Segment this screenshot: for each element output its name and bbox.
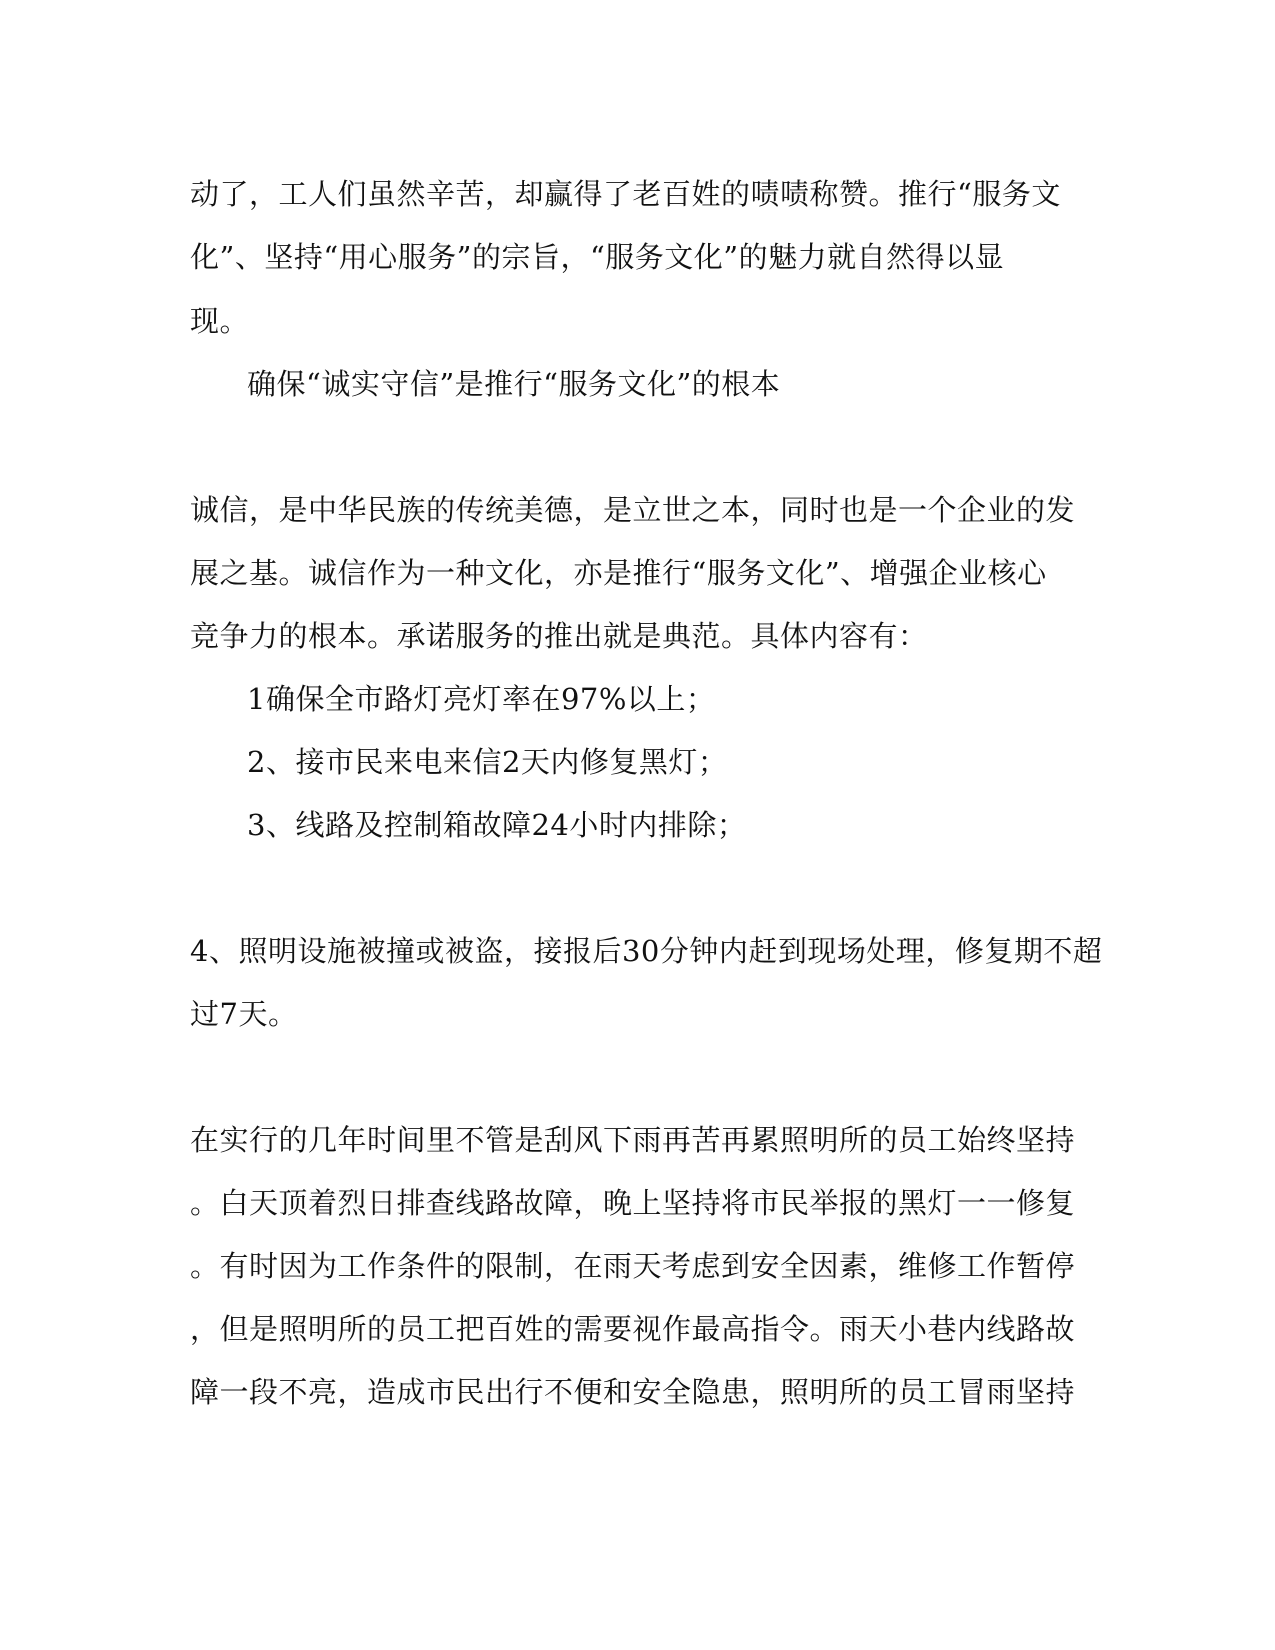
body-text-line: 展之基。诚信作为一种文化，亦是推行“服务文化”、增强企业核心	[190, 556, 1047, 590]
body-text-line: 障一段不亮，造成市民出行不便和安全隐患，照明所的员工冒雨坚持	[190, 1375, 1076, 1409]
list-item: 4、照明设施被撞或被盗，接报后30分钟内赶到现场处理，修复期不超	[190, 934, 1103, 968]
list-item: 3、线路及控制箱故障24小时内排除；	[247, 808, 747, 842]
body-text-line: 。有时因为工作条件的限制，在雨天考虑到安全因素，维修工作暂停	[190, 1249, 1076, 1283]
body-text-line: 。白天顶着烈日排查线路故障，晚上坚持将市民举报的黑灯一一修复	[190, 1186, 1076, 1220]
list-item-continuation: 过7天。	[190, 997, 298, 1031]
body-text-line: 化”、坚持“用心服务”的宗旨，“服务文化”的魅力就自然得以显	[190, 240, 1005, 274]
body-text-line: 动了，工人们虽然辛苦，却赢得了老百姓的啧啧称赞。推行“服务文	[190, 177, 1061, 211]
body-text-line: 现。	[190, 304, 250, 338]
body-text-line: 在实行的几年时间里不管是刮风下雨再苦再累照明所的员工始终坚持	[190, 1123, 1076, 1157]
list-item: 2、接市民来电来信2天内修复黑灯；	[247, 745, 728, 779]
body-text-line: ，但是照明所的员工把百姓的需要视作最高指令。雨天小巷内线路故	[190, 1312, 1076, 1346]
body-text-line: 诚信，是中华民族的传统美德，是立世之本，同时也是一个企业的发	[190, 493, 1076, 527]
body-text-line: 竞争力的根本。承诺服务的推出就是典范。具体内容有：	[190, 619, 928, 653]
list-item: 1确保全市路灯亮灯率在97%以上；	[247, 682, 716, 716]
section-heading: 确保“诚实守信”是推行“服务文化”的根本	[247, 367, 781, 401]
